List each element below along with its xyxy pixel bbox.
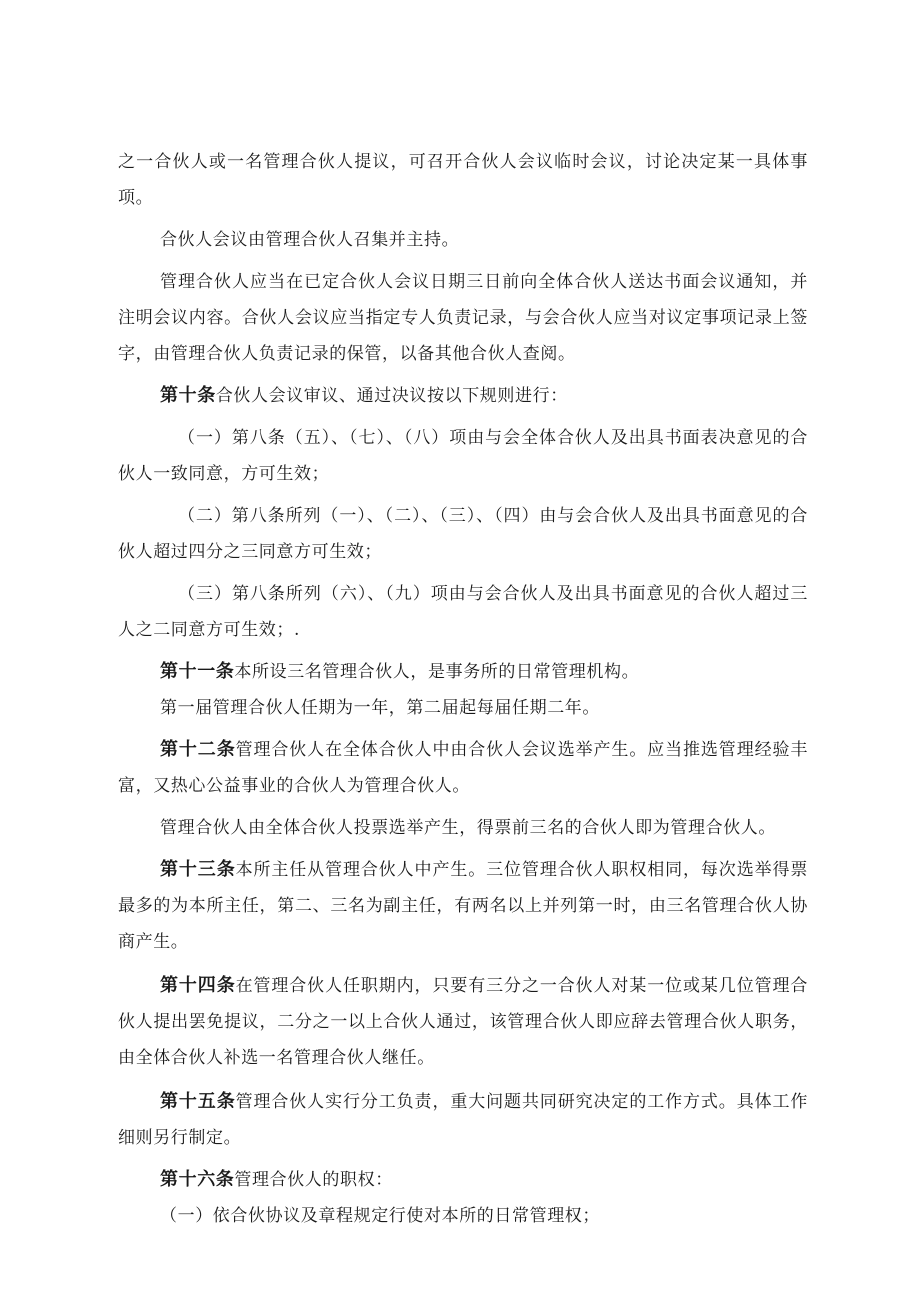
list-item (118, 1198, 808, 1234)
article-text: 本所主任从管理合伙人中产生。三位管理合伙人职权相同，每次选举得票最多的为本所主任，第二、三名为副主任，有两名以上并列第一时，由三名管理合伙人协商产生。 (118, 860, 808, 952)
list-item (118, 420, 808, 492)
article-paragraph (118, 378, 808, 414)
list-item-text: （一）依合伙协议及章程规定行使对本所的日常管理权； (160, 1206, 600, 1226)
article-text: 管理合伙人实行分工负责，重大问题共同研究决定的工作方式。具体工作细则另行制定。 (118, 1092, 808, 1148)
article-number: 第十一条 (160, 661, 235, 682)
article-number: 第十六条 (160, 1169, 235, 1190)
list-item-text: （二）第八条所列（一）、（二）、（三）、（四）由与会合伙人及出具书面意见的合伙人超过四分之三同意方可生效； (118, 506, 808, 562)
paragraph-continuation (118, 144, 808, 216)
paragraph-text: 之一合伙人或一名管理合伙人提议，可召开合伙人会议临时会议，讨论决定某一具体事项。 (118, 152, 808, 208)
paragraph (118, 810, 808, 846)
article-text: 在管理合伙人任职期内，只要有三分之一合伙人对某一位或某几位管理合伙人提出罢免提议，二分之一以上合伙人通过，该管理合伙人即应辞去管理合伙人职务，由全体合伙人补选一名管理合伙人继任。 (118, 976, 808, 1068)
list-item-text: （三）第八条所列（六）、（九）项由与会合伙人及出具书面意见的合伙人超过三人之二同意方可生效；. (118, 584, 808, 640)
article-text: 管理合伙人的职权： (234, 1170, 393, 1190)
article-number: 第十条 (160, 385, 216, 406)
paragraph-text: 管理合伙人由全体合伙人投票选举产生，得票前三名的合伙人即为管理合伙人。 (160, 818, 776, 838)
list-item-text: （一）第八条（五）、（七）、（八）项由与会全体合伙人及出具书面表决意见的合伙人一致同意，方可生效； (118, 428, 808, 484)
paragraph (118, 264, 808, 372)
article-text: 合伙人会议审议、通过决议按以下规则进行： (215, 386, 568, 406)
article-paragraph (118, 1162, 808, 1198)
article-paragraph (118, 968, 808, 1076)
paragraph (118, 222, 808, 258)
list-item (118, 498, 808, 570)
article-number: 第十三条 (160, 859, 236, 880)
article-paragraph (118, 732, 808, 804)
article-text: 管理合伙人在全体合伙人中由合伙人会议选举产生。应当推选管理经验丰富，又热心公益事业的合伙人为管理合伙人。 (118, 740, 808, 796)
paragraph (118, 690, 808, 726)
article-paragraph (118, 1084, 808, 1156)
paragraph-text: 第一届管理合伙人任期为一年，第二届起每届任期二年。 (160, 698, 600, 718)
article-text: 本所设三名管理合伙人，是事务所的日常管理机构。 (234, 662, 640, 682)
article-paragraph (118, 654, 808, 690)
document-body (118, 144, 808, 1234)
article-number: 第十四条 (160, 975, 236, 996)
paragraph-text: 合伙人会议由管理合伙人召集并主持。 (160, 230, 460, 250)
article-number: 第十二条 (160, 739, 236, 760)
list-item (118, 576, 808, 648)
article-number: 第十五条 (160, 1091, 236, 1112)
article-paragraph (118, 852, 808, 960)
paragraph-text: 管理合伙人应当在已定合伙人会议日期三日前向全体合伙人送达书面会议通知，并注明会议内容。合伙人会议应当指定专人负责记录，与会合伙人应当对议定事项记录上签字，由管理合伙人负责记录的保管，以备其他合伙人查阅。 (118, 272, 808, 364)
